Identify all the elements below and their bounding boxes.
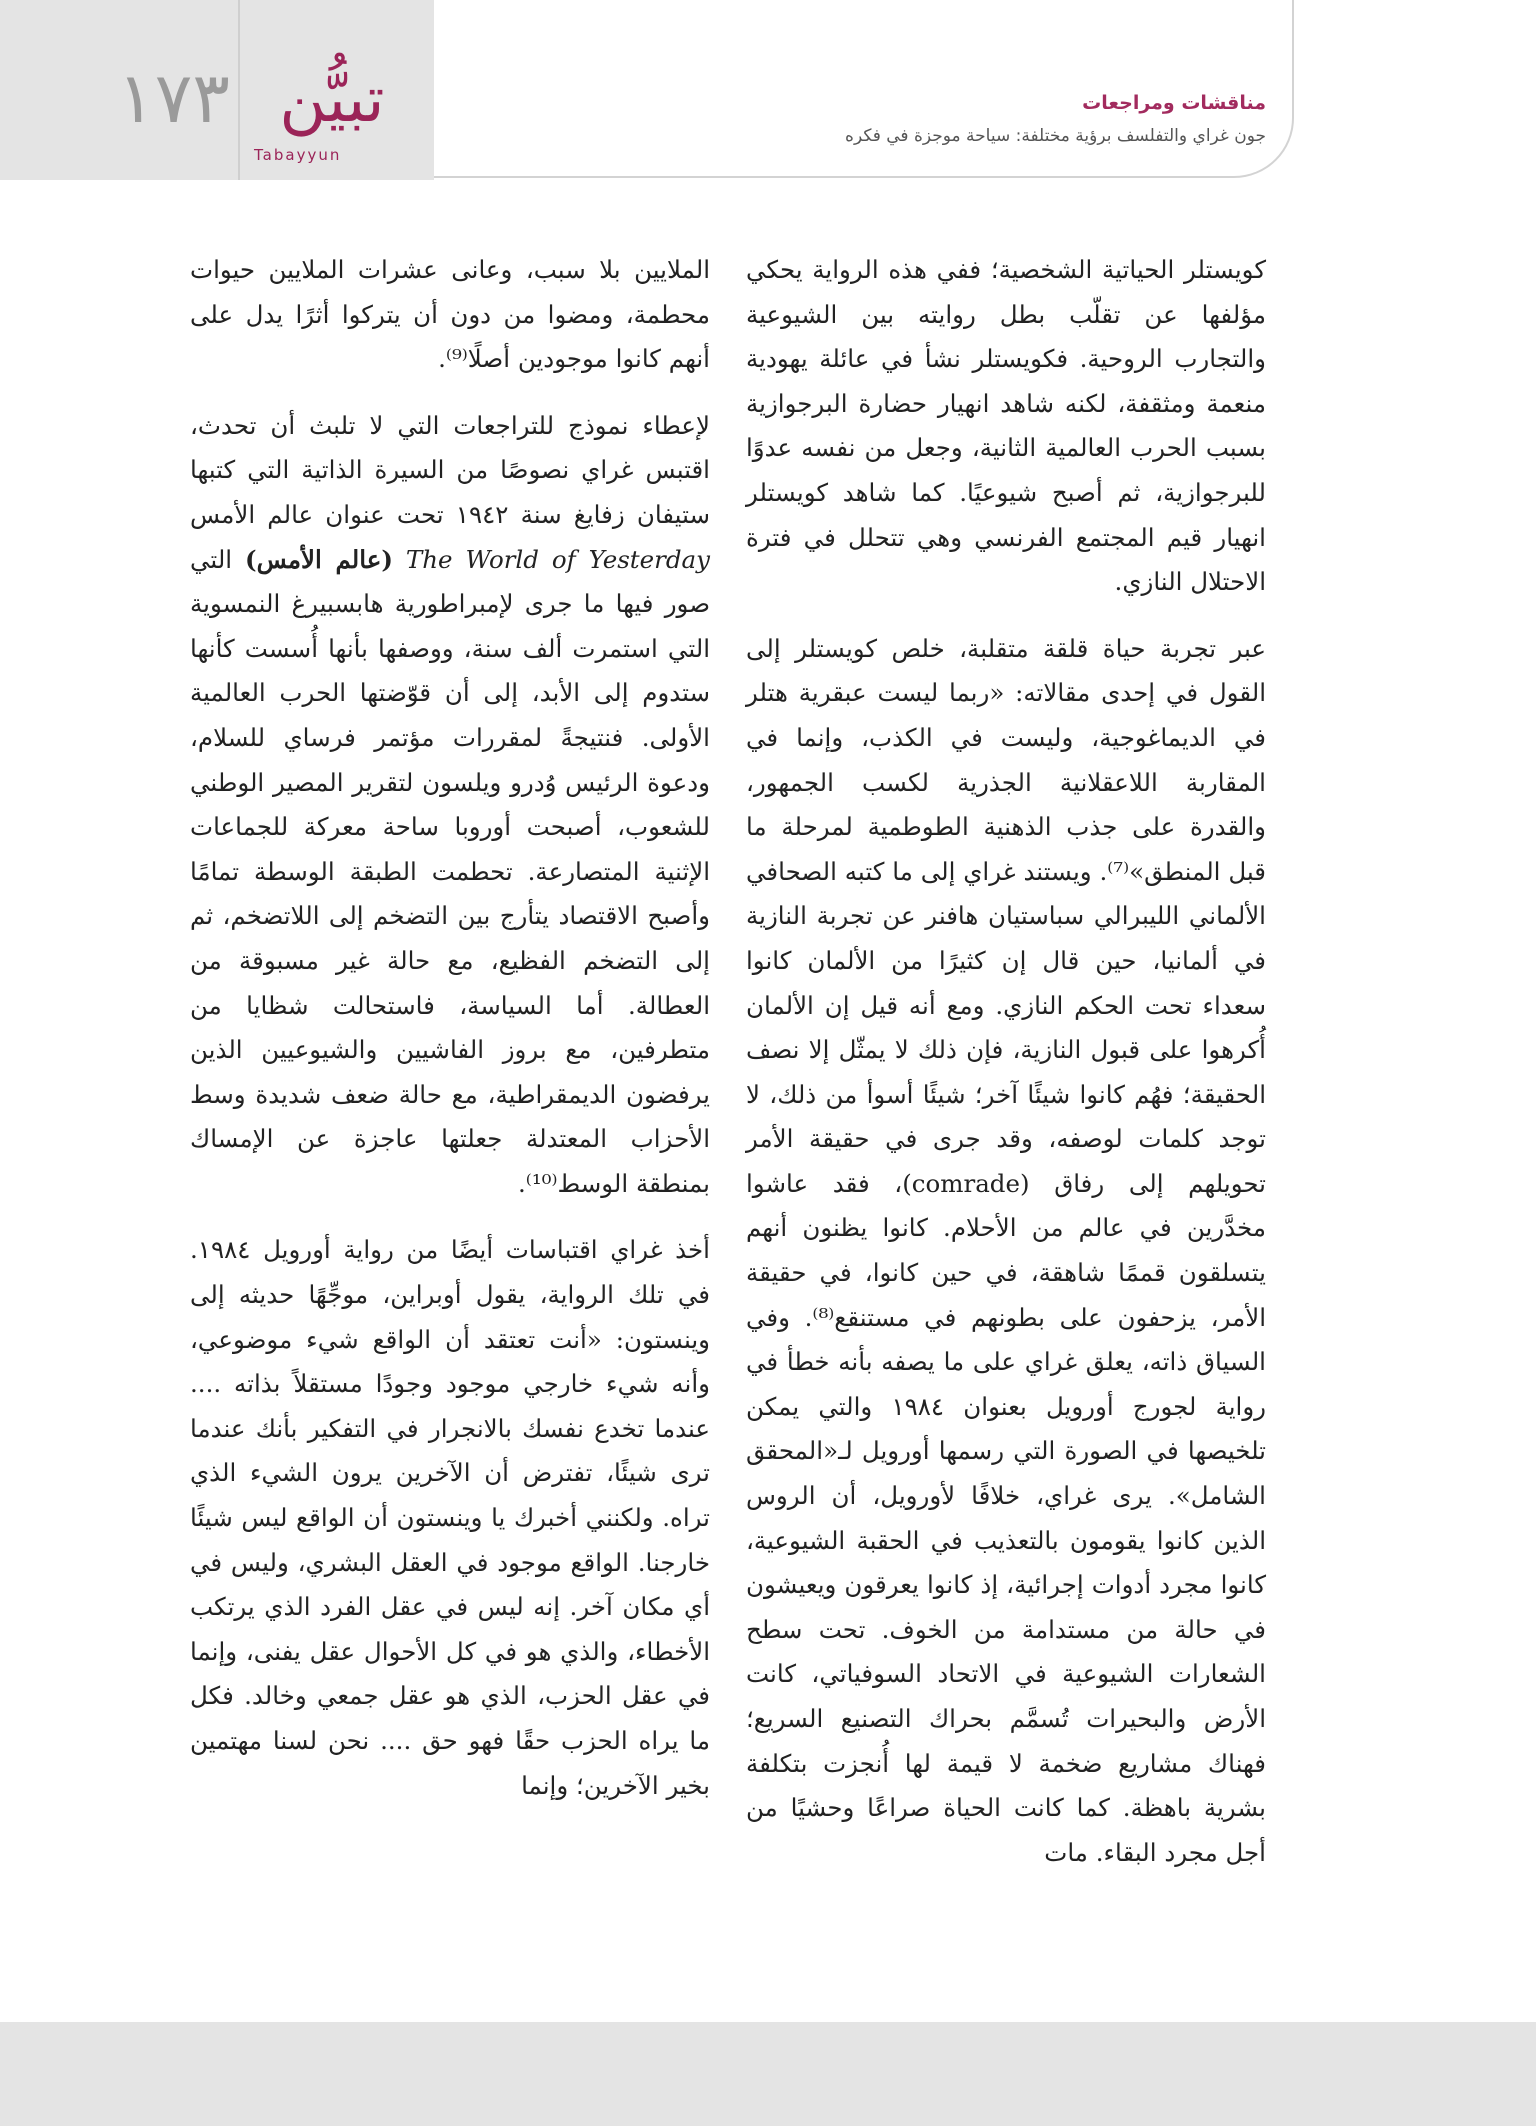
- paragraph: [190, 404, 710, 1207]
- paragraph: عبر تجربة حياة قلقة متقلبة، خلص كويستلر إلى القول في إحدى مقالاته: «ربما ليست عبقرية هتلر في الديماغوجية، وليست في الكذب، وإنما في المقاربة اللاعقلانية الجذرية لكسب الجمهور، والقدرة على جذب الذهنية الطوطمية لمرحلة ما قبل المنطق»⁽⁷⁾. ويستند غراي إلى ما كتبه الصحافي الألماني الليبرالي سباستيان هافنر عن تجربة النازية في ألمانيا، حين قال إن كثيرًا من الألمان كانوا سعداء تحت الحكم النازي. ومع أنه قيل إن الألمان أُكرهوا على قبول النازية، فإن ذلك لا يمثّل إلا نصف الحقيقة؛ فهُم كانوا شيئًا آخر؛ شيئًا أسوأ من ذلك، لا توجد كلمات لوصفه، وقد جرى في حقيقة الأمر تحويلهم إلى رفاق (comrade)، فقد عاشوا مخدَّرين في عالم من الأحلام. كانوا يظنون أنهم يتسلقون قممًا شاهقة، في حين كانوا، في حقيقة الأمر، يزحفون على بطونهم في مستنقع⁽⁸⁾. وفي السياق ذاته، يعلق غراي على ما يصفه بأنه خطأ في رواية لجورج أورويل بعنوان ١٩٨٤ والتي يمكن تلخيصها في الصورة التي رسمها أورويل لـ«المحقق الشامل». يرى غراي، خلافًا لأورويل، أن الروس الذين كانوا يقومون بالتعذيب في الحقبة الشيوعية، كانوا مجرد أدوات إجرائية، إذ كانوا يعرقون ويعيشون في حالة من مستدامة من الخوف. تحت سطح الشعارات الشيوعية في الاتحاد السوفياتي، كانت الأرض والبحيرات تُسمَّم بحراك التصنيع السريع؛ فهناك مشاريع ضخمة لا قيمة لها أُنجزت بتكلفة بشرية باهظة. كما كانت الحياة صراعًا وحشيًا من أجل مجرد البقاء. مات: [746, 633, 1267, 1867]
- header-divider: [238, 0, 240, 180]
- article-subtitle: جون غراي والتفلسف برؤية مختلفة: سياحة موجزة في فكره: [845, 126, 1266, 146]
- paragraph: أخذ غراي اقتباسات أيضًا من رواية أورويل ١٩٨٤. في تلك الرواية، يقول أوبراين، موجِّهًا حديثه إلى وينستون: «أنت تعتقد أن الواقع شيء موضوعي، وأنه شيء خارجي موجود وجودًا مستقلاً بذاته .... عندما تخدع نفسك بالانجرار في التفكير بأنك عندما ترى شيئًا، تفترض أن الآخرين يرون الشيء الذي تراه. ولكنني أخبرك يا وينستون أن الواقع ليس شيئًا خارجنا. الواقع موجود في العقل البشري، وليس في أي مكان آخر. إنه ليس في عقل الفرد الذي يرتكب الأخطاء، والذي هو في كل الأحوال عقل يفنى، وإنما في عقل الحزب، الذي هو عقل جمعي وخالد. فكل ما يراه الحزب حقًا فهو حق .... نحن لسنا مهتمين بخير الآخرين؛ وإنما: [190, 1235, 710, 1800]
- page-number: ١٧٣: [117, 57, 230, 139]
- paragraph-text: التي صور فيها ما جرى لإمبراطورية هابسبيرغ النمسوية التي استمرت ألف سنة، ووصفها بأنها أُسست كأنها ستدوم إلى الأبد، إلى أن قوّضتها الحرب العالمية الأولى. فنتيجةً لمقررات مؤتمر فرساي للسلام، ودعوة الرئيس وُدرو ويلسون لتقرير المصير الوطني للشعوب، أصبحت أوروبا ساحة معركة للجماعات الإثنية المتصارعة. تحطمت الطبقة الوسطة تمامًا وأصبح الاقتصاد يتأرج بين التضخم إلى اللاتضخم، ثم إلى التضخم الفظيع، مع حالة غير مسبوقة من العطالة. أما السياسة، فاستحالت شظايا من متطرفين، مع بروز الفاشيين والشيوعيين الذين يرفضون الديمقراطية، مع حالة ضعف شديدة وسط الأحزاب المعتدلة جعلتها عاجزة عن الإمساك بمنطقة الوسط⁽¹⁰⁾.: [190, 544, 710, 1198]
- paragraph: كويستلر الحياتية الشخصية؛ ففي هذه الرواية يحكي مؤلفها عن تقلّب بطل روايته بين الشيوعية والتجارب الروحية. فكويستلر نشأ في عائلة يهودية منعمة ومثقفة، لكنه شاهد انهيار حضارة البرجوازية بسبب الحرب العالمية الثانية، وجعل من نفسه عدوًا للبرجوازية، ثم أصبح شيوعيًا. كما شاهد كويستلر انهيار قيم المجتمع الفرنسي وهي تتحلل في فترة الاحتلال النازي.: [746, 255, 1266, 597]
- paragraph: الملايين بلا سبب، وعانى عشرات الملايين حيوات محطمة، ومضوا من دون أن يتركوا أثرًا يدل على أنهم كانوا موجودين أصلًا⁽⁹⁾.: [190, 255, 710, 374]
- paragraph-text: لإعطاء نموذج للتراجعات التي لا تلبث أن تحدث، اقتبس غراي نصوصًا من السيرة الذاتية التي كتبها ستيفان زفايغ سنة ١٩٤٢ تحت عنوان عالم الأمس: [190, 410, 711, 529]
- footer-band: [0, 2022, 1536, 2126]
- logo-english-text: Tabayyun: [254, 146, 342, 164]
- logo-arabic-text: تبيُّن: [279, 63, 385, 137]
- book-title-english: The World of Yesterday: [405, 544, 710, 574]
- text-column-left: [190, 248, 710, 1808]
- text-column-right: [746, 248, 1266, 1875]
- tabayyun-logo: [252, 60, 412, 170]
- section-title: مناقشات ومراجعات: [1082, 92, 1266, 114]
- book-title-arabic: (عالم الأمس): [245, 544, 393, 574]
